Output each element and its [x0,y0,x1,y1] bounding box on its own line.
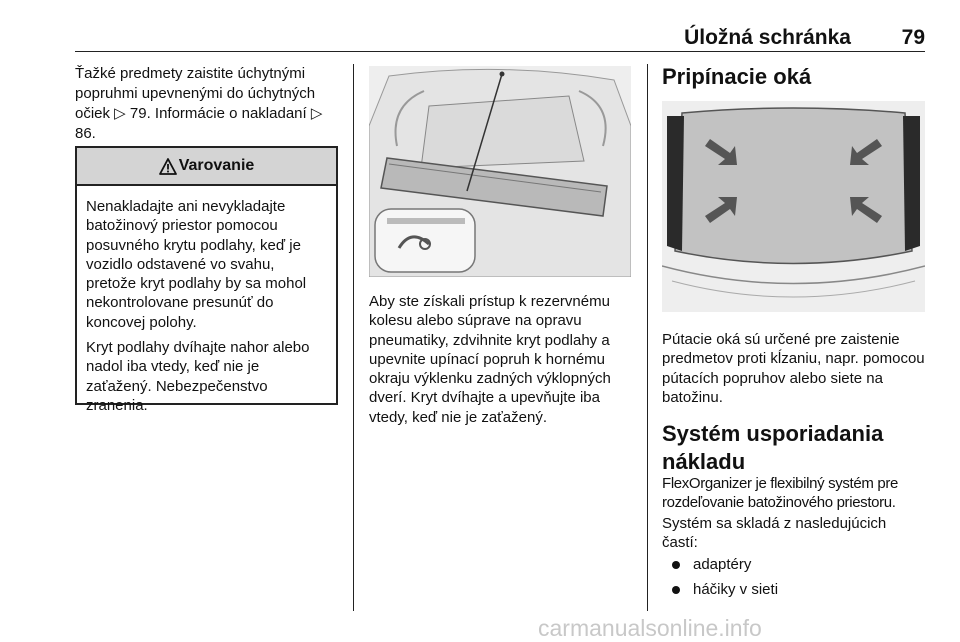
system-parts-list [662,555,926,606]
warning-paragraph: Nenakladajte ani nevykladajte batožinový priestor pomocou posuvného krytu podlahy, keď je vozidlo odstavené vo svahu, pretože kryt podlahy by sa mohol nekontrolovane presunúť do koncovej polohy. [86,198,307,331]
warning-paragraph: Kryt podlahy dvíhajte nahor alebo nadol iba vtedy, keď nie je zaťažený. Nebezpečenstvo zranenia. [86,339,310,414]
lashing-eyes-paragraph: Pútacie oká sú určené pre zaistenie predmetov proti kĺzaniu, napr. pomocou pútacích popruhov alebo siete na batožinu. [662,331,925,406]
lashing-eyes-illustration [662,101,925,312]
column-divider [353,64,354,611]
warning-header [77,148,336,186]
system-parts-paragraph: Systém sa skladá z nasledujúcich častí: [662,515,887,552]
intro-paragraph: Ťažké predmety zaistite úchytnými popruhmi upevnenými do úchytných očiek ▷ 79. Informácie o nakladaní ▷ 86. [75,65,323,142]
section-title: Úložná schránka [684,26,851,49]
warning-triangle-icon [159,158,177,175]
list-item: adaptéry [662,555,926,574]
flexorganizer-paragraph: FlexOrganizer je flexibilný systém pre rozdeľovanie batožinového priestoru. [662,475,898,512]
watermark: carmanualsonline.info [538,615,762,641]
trunk-floor-illustration [369,66,631,277]
section-heading-load-system: Systém usporiadania nákladu [662,421,884,474]
section-heading-lashing-eyes: Pripínacie oká [662,64,812,89]
list-item: háčiky v sieti [662,580,926,599]
column-left [75,64,341,144]
page-header [75,26,925,52]
page-number: 79 [901,26,925,49]
warning-box [75,146,338,414]
column-divider [647,64,648,611]
warning-body [77,186,336,415]
warning-title: Varovanie [178,157,255,174]
floor-cover-paragraph: Aby ste získali prístup k rezervnému kolesu alebo súprave na opravu pneumatiky, zdvihnite kryt podlahy a upevnite upínací popruh k hornému okraju výklenku zadných výklopných dverí. Kryt dvíhajte a upevňujte iba vtedy, keď nie je zaťažený. [369,293,611,426]
